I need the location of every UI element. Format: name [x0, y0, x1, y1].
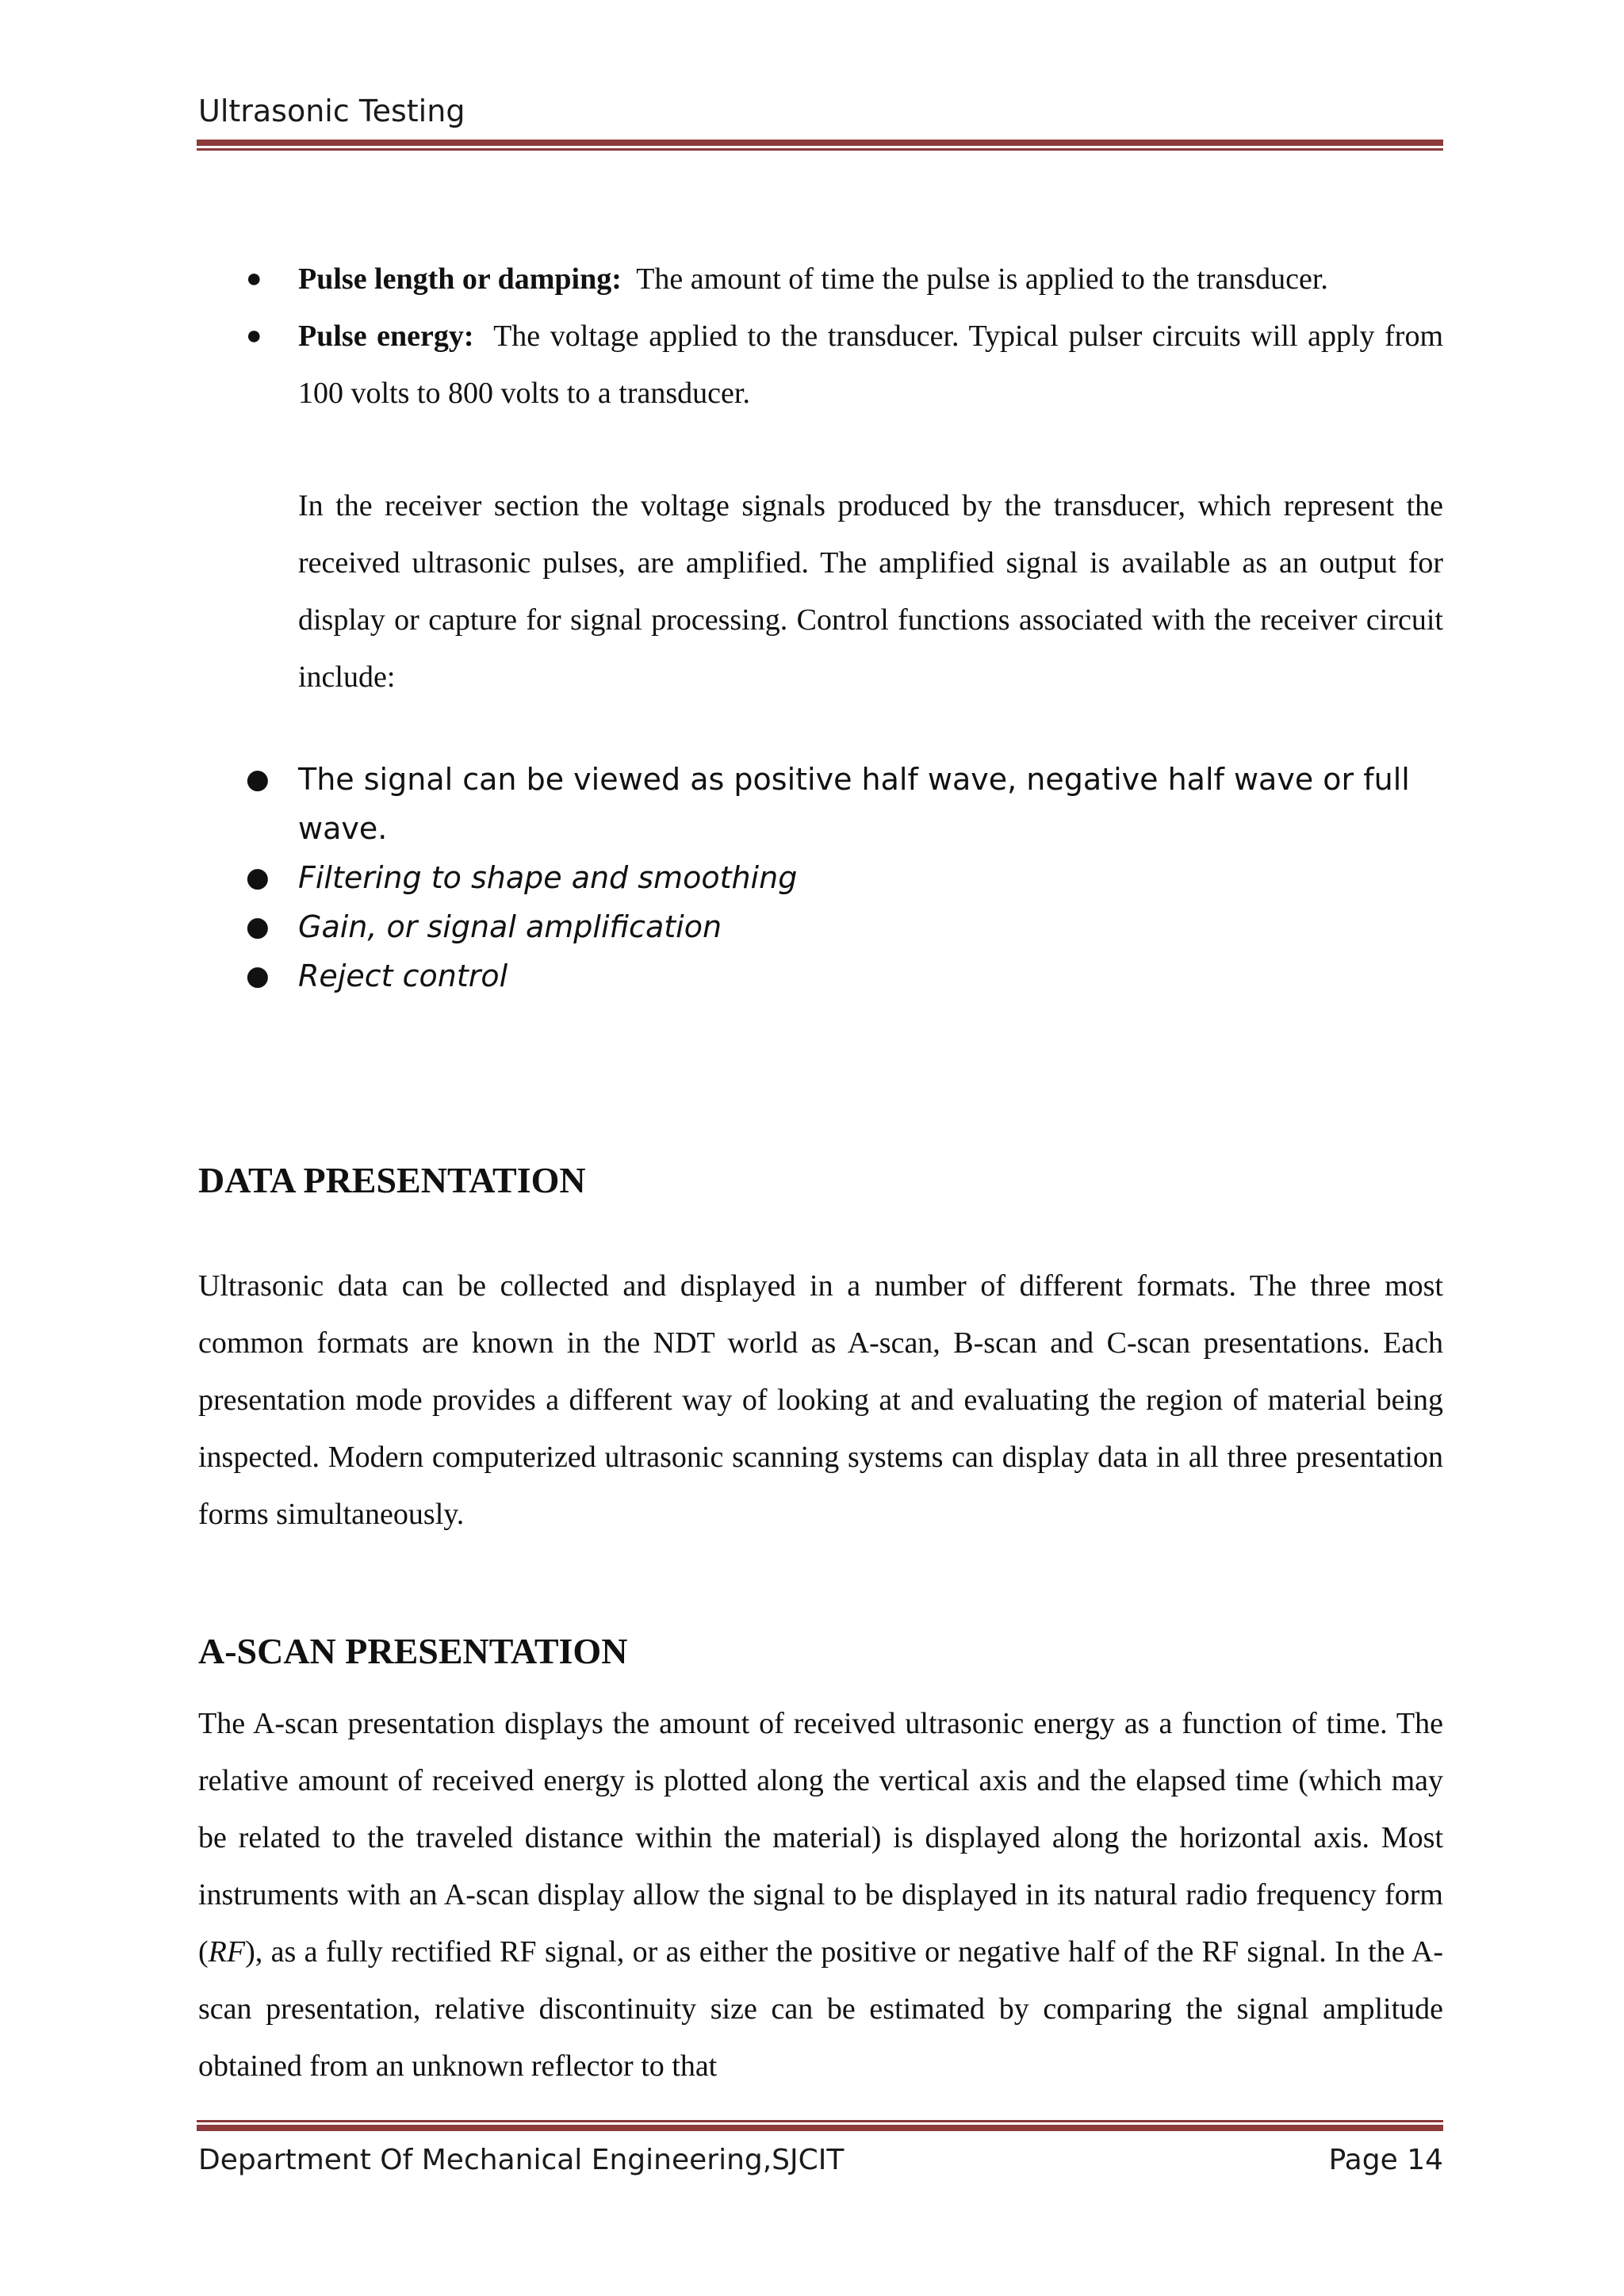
bullet-text: The signal can be viewed as positive half wave, negative half wave or full wave. [298, 762, 1410, 846]
list-item [246, 902, 1443, 951]
receiver-paragraph: In the receiver section the voltage signals produced by the transducer, which represent the received ultrasonic pulses, are amplified. The amplified signal is available as an output for display or capture for signal processing. Control functions associated with the receiver circuit include: [298, 489, 1443, 694]
ascan-text-part2: ), as a fully rectified RF signal, or as either the positive or negative half of the RF signal. In the A-scan presentation, relative discontinuity size can be estimated by comparing the signal amplitude obtained from an unknown reflector to that [198, 1935, 1443, 2083]
section-heading-data-presentation: DATA PRESENTATION [198, 1160, 586, 1200]
bullet-icon: ● [246, 862, 270, 894]
list-item [246, 308, 1443, 422]
bullet-text: Gain, or signal amplification [298, 909, 722, 944]
bullet-icon: ● [246, 264, 262, 293]
bullet-text: Reject control [298, 959, 508, 993]
bullet-icon: ● [246, 763, 270, 795]
ascan-rf-term: RF [208, 1935, 246, 1969]
receiver-controls-list [246, 755, 1443, 1001]
bullet-text: The voltage applied to the transducer. Typical pulser circuits will apply from 100 volts to 800 volts to a transducer. [298, 320, 1443, 410]
footer-rule [197, 2120, 1443, 2131]
ascan-paragraph [198, 1695, 1443, 2095]
bullet-text: The amount of time the pulse is applied to the transducer. [636, 262, 1328, 296]
list-item [246, 853, 1443, 902]
list-item [246, 951, 1443, 1001]
list-item [246, 755, 1443, 853]
bullet-term: Pulse energy: [298, 320, 474, 353]
bullet-icon: ● [246, 960, 270, 992]
bullet-text: Filtering to shape and smoothing [298, 860, 798, 895]
ascan-text-part1: The A-scan presentation displays the amount of received ultrasonic energy as a function of time. The relative amount of received energy is plotted along the vertical axis and the elapsed time (which may be related to the traveled distance within the material) is displayed along the horizontal axis. Most instruments with an A-scan display allow the signal to be displayed in its natural radio frequency form ( [198, 1707, 1443, 1969]
running-header: Ultrasonic Testing [198, 94, 465, 128]
list-item [246, 251, 1443, 308]
bullet-icon: ● [246, 911, 270, 943]
footer-department: Department Of Mechanical Engineering,SJCIT [198, 2144, 845, 2176]
bullet-icon: ● [246, 321, 262, 350]
section-heading-ascan: A-SCAN PRESENTATION [198, 1631, 628, 1671]
header-rule [197, 140, 1443, 151]
footer-page-number: Page 14 [1328, 2144, 1443, 2176]
pulser-controls-list [246, 251, 1443, 422]
bullet-term: Pulse length or damping: [298, 262, 622, 296]
data-presentation-paragraph: Ultrasonic data can be collected and displayed in a number of different formats. The three most common formats are known in the NDT world as A-scan, B-scan and C-scan presentations. Each presentation mode provides a different way of looking at and evaluating the region of material being inspected. Modern computerized ultrasonic scanning systems can display data in all three presentation forms simultaneously. [198, 1269, 1443, 1531]
